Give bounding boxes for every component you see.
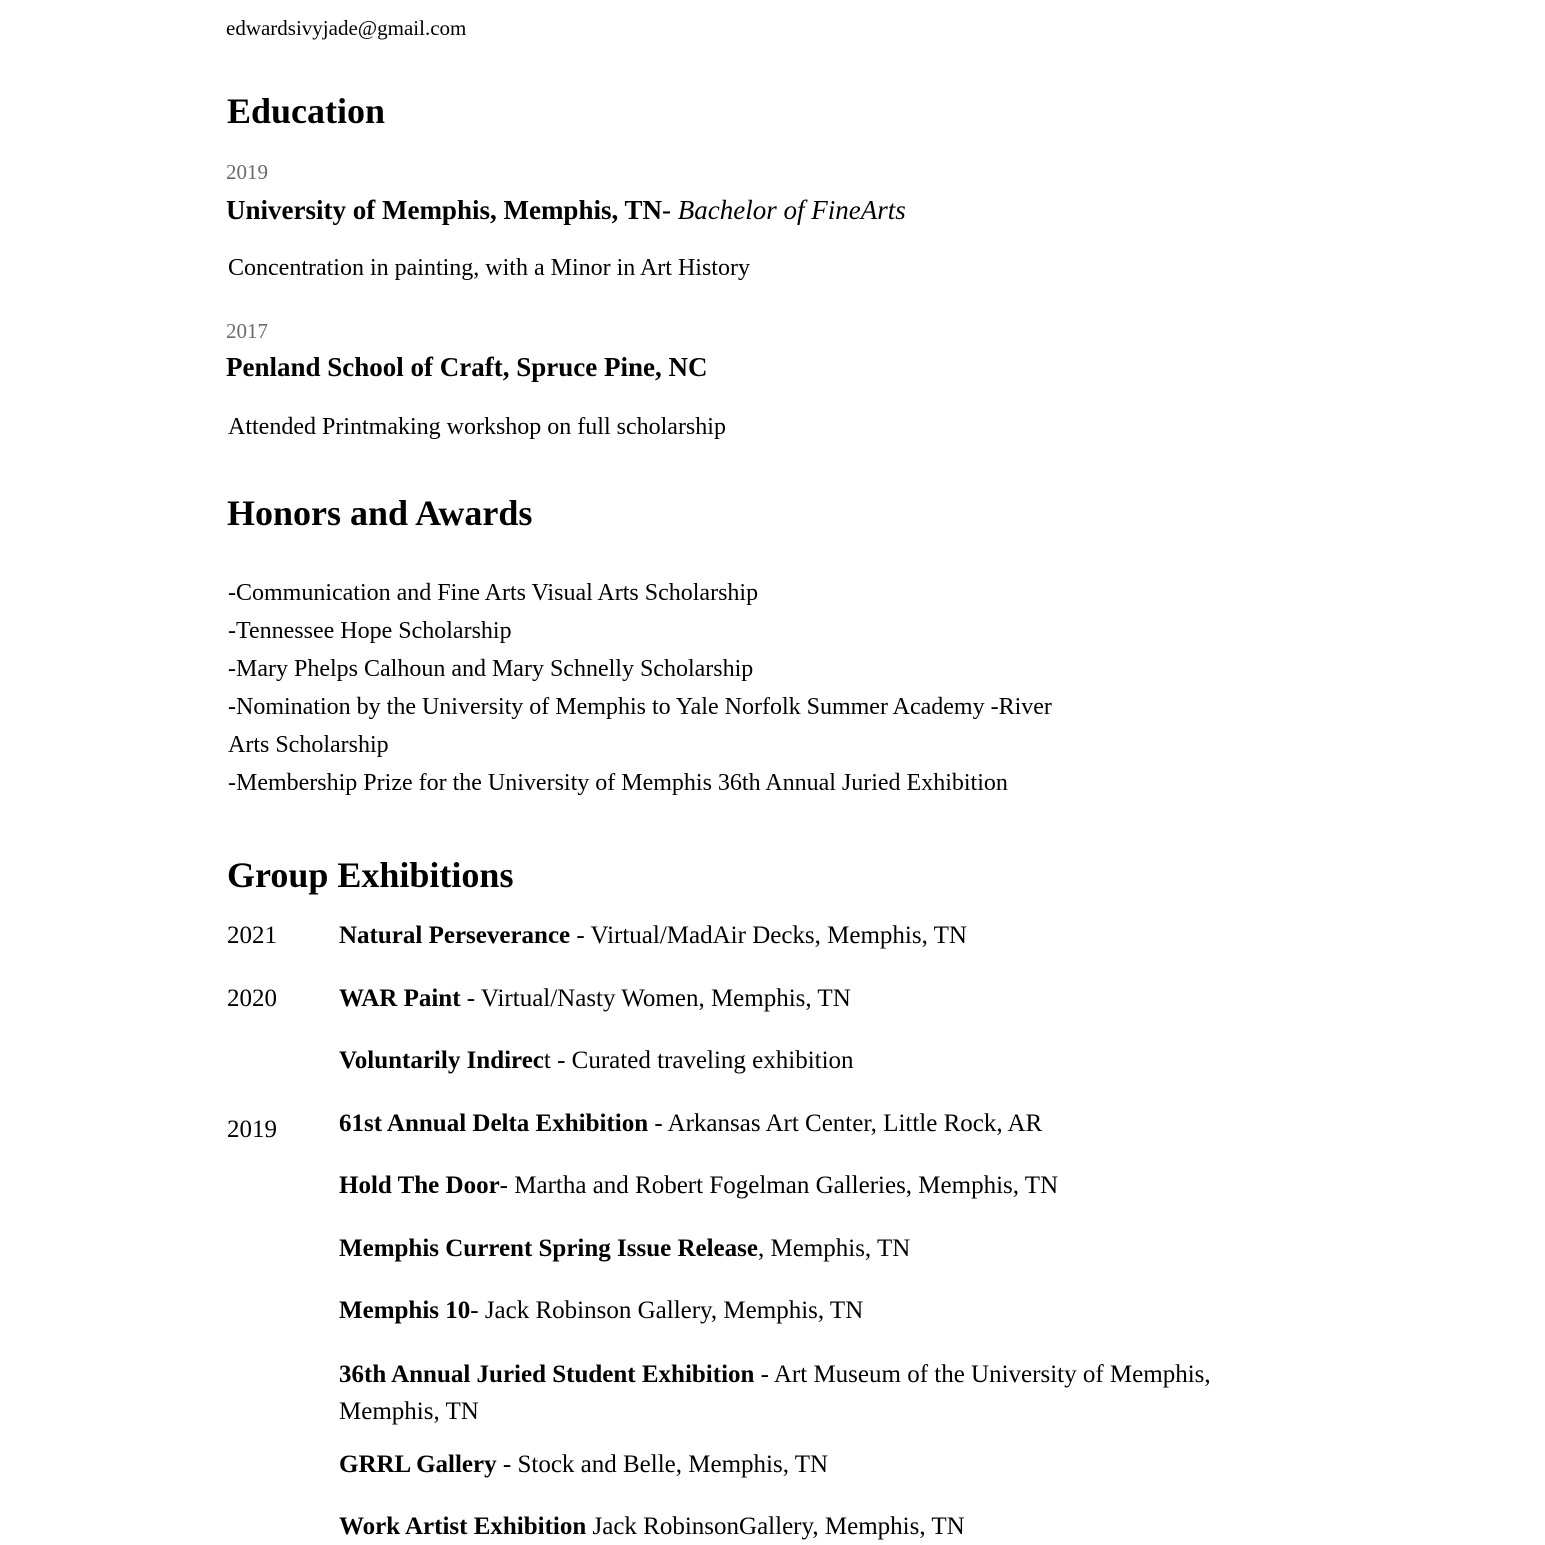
exhibition-item [339,1047,854,1075]
exhibition-title: 36th Annual Juried Student Exhibition [339,1361,755,1388]
school-separator: - [662,195,678,225]
exhibition-venue: - Virtual/MadAir Decks, Memphis, TN [570,922,967,949]
exhibition-title: GRRL Gallery [339,1451,497,1478]
school-name: Penland School of Craft, Spruce Pine, NC [226,352,708,382]
education-description: Concentration in painting, with a Minor in Art History [228,255,750,281]
exhibition-title: Hold The Door [339,1172,500,1199]
exhibition-venue: - Virtual/Nasty Women, Memphis, TN [460,985,851,1012]
exhibition-item [339,1451,828,1479]
exhibition-venue: - Stock and Belle, Memphis, TN [496,1451,829,1478]
school-name: University of Memphis, Memphis, TN [226,195,662,225]
exhibition-year: 2021 [227,922,277,949]
exhibition-title: Work Artist Exhibition [339,1513,587,1540]
exhibition-item [339,1513,965,1541]
exhibition-item [339,1235,910,1263]
exhibition-item [339,1172,1058,1200]
exhibition-venue: - Martha and Robert Fogelman Galleries, Memphis, TN [499,1172,1059,1199]
exhibition-item [339,922,967,950]
exhibition-title: Memphis Current Spring Issue Release [339,1235,758,1262]
honors-line: -Tennessee Hope Scholarship [228,618,512,644]
exhibition-item [339,1110,1042,1138]
contact-email: edwardsivyjade@gmail.com [226,16,467,40]
exhibition-title: Memphis 10 [339,1297,471,1324]
honors-line: -Membership Prize for the University of Memphis 36th Annual Juried Exhibition [228,770,1008,796]
honors-heading: Honors and Awards [227,493,533,533]
exhibition-item [339,985,851,1013]
honors-line: -Nomination by the University of Memphis to Yale Norfolk Summer Academy -River [228,694,1052,720]
exhibition-venue: Jack RobinsonGallery, Memphis, TN [586,1513,965,1540]
exhibition-item [339,1297,863,1325]
exhibition-title: Natural Perseverance [339,922,571,949]
exhibition-venue: t - Curated traveling exhibition [543,1047,854,1074]
exhibition-venue: , Memphis, TN [757,1235,911,1262]
exhibition-venue: - Jack Robinson Gallery, Memphis, TN [470,1297,864,1324]
honors-line: -Mary Phelps Calhoun and Mary Schnelly Scholarship [228,656,754,682]
exhibition-year: 2019 [227,1116,277,1143]
honors-line: -Communication and Fine Arts Visual Arts Scholarship [228,580,759,606]
honors-line: Arts Scholarship [228,732,389,758]
exhibition-item [339,1356,1239,1430]
education-year: 2017 [226,319,268,343]
exhibition-title: 61st Annual Delta Exhibition [339,1110,649,1137]
degree-name: Bachelor of FineArts [677,195,906,225]
education-heading: Education [227,91,386,131]
exhibition-year: 2020 [227,985,277,1012]
honors-list [228,574,1128,802]
group-exhibitions-heading: Group Exhibitions [227,855,514,895]
education-description: Attended Printmaking workshop on full scholarship [228,414,726,440]
education-school [226,352,708,383]
exhibition-title: Voluntarily Indirec [339,1047,544,1074]
education-school [226,195,906,226]
exhibition-venue: - Arkansas Art Center, Little Rock, AR [648,1110,1043,1137]
exhibition-title: WAR Paint [339,985,461,1012]
exhibition-venue: - Art Museum of the University of Memphis, Memphis, TN [339,1361,1211,1425]
education-year: 2019 [226,160,268,184]
